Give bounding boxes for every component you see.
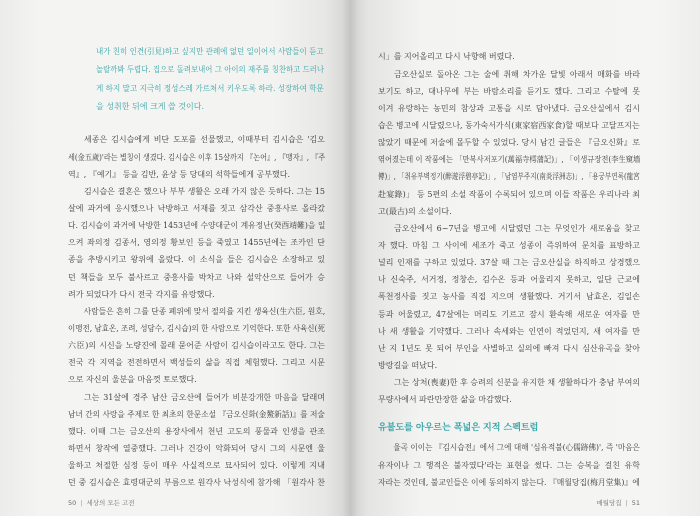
text-line: 종을 추방시키고 왕위에 올랐다. 이 소식을 들은 김시습은 소장하고 있 bbox=[68, 255, 325, 265]
text-line: 傳)」, 「취유부벽정기(醉遊浮碧亭記)」, 「남염부주지(南炎浮洲志)」, 「용궁부연록(龍宮 bbox=[378, 172, 640, 182]
text-line: 난 지 1년도 못 되어 부인을 사별하고 실의에 빠져 다시 심산유곡을 찾아 bbox=[378, 343, 640, 353]
text-line: 그는 31살에 경주 남산 금오산에 들어가 비분강개한 마음을 달래며 bbox=[84, 392, 325, 402]
text-line: 세(金五歲)'라는 별칭이 생겼다. 김시습은 이후 15살까지 『논어』, 『맹자』, 『주 bbox=[68, 152, 326, 162]
text-line: 자라는 것인데, 불교인들은 이에 동의하지 않는다. 『매월당집(梅月堂集)』에 bbox=[378, 477, 640, 487]
text-line: 엮어졌는데 이 작품에는 「만복사저포기(萬福寺樗蒲記)」, 「이생규장전(李生窺墻 bbox=[378, 155, 641, 165]
page-number: 51 bbox=[631, 499, 640, 507]
text-line: 자 했다. 마침 그 사이에 세조가 죽고 성종이 즉위하여 문치를 표방하고 bbox=[378, 240, 640, 250]
text-line: 보기도 하고, 대나무에 부는 바람소리를 듣기도 했다. 그리고 수탈에 못 bbox=[378, 86, 640, 96]
quote-line: 게 하지 말고 지극히 정성스레 가르쳐서 키우도록 하라. 성장하여 학문 bbox=[96, 83, 324, 93]
quote-line: 놀랄까봐 두렵다. 집으로 돌려보내어 그 아이의 재주를 칭찬하고 드러나 bbox=[96, 65, 325, 75]
text-line: 으로 자신의 울분을 마음껏 토로했다. bbox=[68, 375, 197, 385]
footer-separator: | bbox=[625, 499, 628, 507]
text-line: 습은 병고에 시달렸으나, 동가숙서가식(東家宿西家食)할 때보다 고달프지는 bbox=[378, 120, 640, 130]
paragraph bbox=[68, 183, 325, 303]
text-line: 역』, 『예기』 등을 김반, 윤상 등 당대의 석학들에게 공부했다. bbox=[68, 169, 290, 179]
text-line: 방랑길을 떠났다. bbox=[378, 360, 438, 370]
text-line: 그는 상처(喪妻)한 후 승려의 신분을 유지한 채 생활하다가 충남 부여의 bbox=[394, 378, 641, 388]
paragraph bbox=[378, 374, 640, 408]
text-line: 赴宴錄)」 등 5편의 소설 작품이 수록되어 있으며 이들 작품은 우리나라 최 bbox=[378, 189, 640, 199]
quote-block bbox=[96, 43, 324, 116]
text-line: 금오산실로 돌아온 그는 술에 취해 차가운 달빛 아래서 매화를 바라 bbox=[394, 69, 640, 79]
text-line: 사람들은 흔히 그를 단종 폐위에 맞서 절의를 지킨 생육신(生六臣, 원호, bbox=[83, 306, 326, 316]
section-body-text bbox=[378, 439, 640, 490]
page-number: 50 bbox=[68, 499, 77, 507]
text-line: 나 새 생활을 기약했다. 그러나 속세와는 인연이 적었던지, 새 여자를 만 bbox=[378, 326, 640, 336]
page-footer-left bbox=[68, 498, 135, 508]
text-line: 울하고 처절한 심정 등이 매우 사실적으로 묘사되어 있다. 이렇게 지내 bbox=[68, 461, 325, 471]
paragraph bbox=[378, 439, 640, 490]
spine-gutter bbox=[342, 0, 358, 516]
text-line: 남녀 간의 사랑을 주제로 한 최초의 한문소설 『금오신화(金鰲新話)』를 저술 bbox=[68, 409, 325, 419]
text-line: 김시습은 결혼은 했으나 부부 생활은 오래 가지 않은 듯하다. 그는 15 bbox=[84, 186, 325, 196]
text-line: 던 중 김시습은 효령대군의 부름으로 원각사 낙성식에 참가해 「원각사 찬 bbox=[68, 478, 325, 488]
text-line: 했다. 이때 그는 금오산의 용장사에서 천년 고도의 풍물과 인생을 관조 bbox=[68, 426, 325, 436]
text-line: 나 신숙주, 서거정, 정창손, 김수온 등과 어울리지 못하고, 일단 근교에 bbox=[378, 275, 640, 285]
text-line: 금오산에서 6~7년을 병고에 시달렸던 그는 무엇인가 새로움을 찾고 bbox=[394, 223, 640, 233]
right-body-text bbox=[378, 48, 640, 408]
text-line: 고(最古)의 소설이다. bbox=[378, 206, 452, 216]
text-line: 던 책들을 모두 불사르고 중흥사를 박차고 나와 설악산으로 들어가 승 bbox=[68, 272, 325, 282]
text-line: 다. 김시습이 과거에 낙방한 1453년에 수양대군이 계유정난(癸酉靖難)을 일 bbox=[68, 221, 326, 231]
text-line: 六臣)의 시신을 노량진에 몰래 묻어준 사람이 김시습이라고도 한다. 그는 bbox=[68, 341, 325, 351]
text-line: 시」를 지어올리고 다시 낙향해 버렸다. bbox=[378, 52, 515, 62]
paragraph bbox=[378, 48, 640, 65]
text-line: 으켜 좌의정 김종서, 영의정 황보인 등을 죽였고 1455년에는 조카인 단 bbox=[68, 238, 325, 248]
paragraph bbox=[68, 303, 325, 389]
text-line: 등과 어울렸고, 47살에는 머리도 기르고 잠시 환속해 새로운 여자를 만 bbox=[378, 309, 640, 319]
quote-line: 을 성취한 뒤에 크게 쓸 것이다. bbox=[96, 101, 204, 111]
paragraph bbox=[378, 66, 640, 220]
running-title: 매월당집 bbox=[596, 499, 622, 507]
quote-line: 내가 친히 인견(引見)하고 싶지만 관례에 없던 일이어서 사람들이 듣고 bbox=[96, 47, 324, 56]
text-line: 려가 되었다가 다시 전국 각지를 유랑했다. bbox=[68, 289, 215, 299]
text-line: 널리 인재를 구하고 있었다. 37살 때 그는 금오산실을 하직하고 상경했으 bbox=[378, 258, 640, 268]
paragraph bbox=[68, 389, 325, 492]
text-line: 전국 각 지역을 전전하면서 백성들의 삶을 직접 체험했다. 그리고 시문 bbox=[68, 358, 325, 368]
text-line: 이맹전, 남효온, 조려, 성담수, 김시습)의 한 사람으로 기억한다. 또한 사육신(死 bbox=[68, 323, 325, 333]
left-body-text bbox=[68, 131, 325, 491]
section-heading: 유불도를 아우르는 폭넓은 지적 스펙트럼 bbox=[378, 422, 539, 433]
text-line: 하면서 창작에 열중했다. 그러나 건강이 악화되어 당시 그의 시문엔 울 bbox=[68, 443, 325, 453]
running-title: 세상의 모든 고전 bbox=[86, 499, 135, 507]
paragraph bbox=[378, 220, 640, 374]
text-line: 살에 과거에 응시했으나 낙방하고 서재를 짓고 삼각산 중흥사로 올라갔 bbox=[68, 203, 325, 213]
page-footer-right bbox=[596, 498, 640, 508]
paragraph bbox=[68, 131, 325, 182]
text-line: 폭천정사를 짓고 농사를 직접 지으며 생활했다. 거기서 남효온, 김일손 bbox=[378, 292, 640, 302]
text-line: 않았기 때문에 저술에 몰두할 수 있었다. 당시 남긴 글들은 『금오신화』로 bbox=[378, 138, 640, 148]
text-line: 무량사에서 파란만장한 삶을 마감했다. bbox=[378, 395, 512, 405]
text-line: 유자이나 그 행적은 불자였다'라는 표현을 썼다. 그는 승복을 걸친 유학 bbox=[378, 460, 640, 470]
text-line: 율곡 이이는 『김시습전』에서 그에 대해 '심유적불(心儒跡佛)', 즉 '마음은 bbox=[393, 443, 640, 453]
text-line: 이겨 유랑하는 농민의 참상과 고통을 시로 담아냈다. 금오산실에서 김시 bbox=[378, 103, 640, 113]
footer-separator: | bbox=[80, 499, 83, 507]
text-line: 세종은 김시습에게 비단 도포를 선물했고, 이때부터 김시습은 '김오 bbox=[84, 135, 325, 145]
